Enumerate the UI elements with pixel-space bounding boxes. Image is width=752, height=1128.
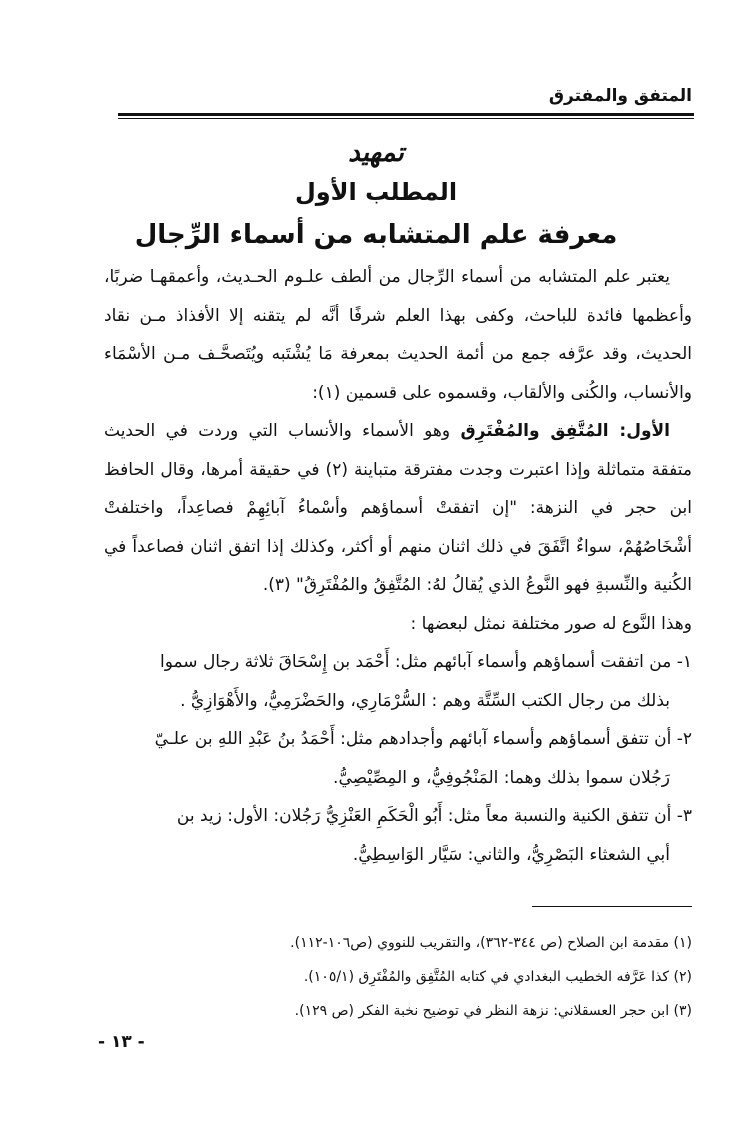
first-type-text: وهو الأسماء والأنساب التي وردت في الحديث متفقة متماثلة وإذا اعتبرت وجدت مفترقة متباينة (٢) في حقيقة أمرها، وقال الحافظ ابن حجر في النزهة: "إن اتفقتْ أسماؤهم وأسْماءُ آبائِهِمْ فصاعِداً، واختلفتْ أشْخَاصُهُمْ، سواءٌ اتَّفَقَ في ذلك اثنان منهم أو أكثر، وكذلك إذا اتفق اثنان فصاعداً في الكُنية والنِّسبةِ فهو النَّوعُ الذي يُقالُ لهُ: المُتَّفِقُ والمُفْتَرِقُ" (٣). [104, 421, 692, 595]
paragraph-intro: يعتبر علم المتشابه من أسماء الرِّجال من ألطف علـوم الحـديث، وأعمقهـا ضربًا، وأعظمها فائدة للباحث، وكفى بهذا العلم شرفًا أنَّه لم يتقنه إلا الأفذاذ مـن نقاد الحديث، وقد عرَّفه جمع من أئمة الحديث بمعرفة مَا يُشْتَبه ويُتَصحَّـف مـن الأسْمَاء والأنساب، والكُنى والألقاب، وقسموه على قسمين (١): [104, 267, 692, 403]
list-item-2-line1: ٢- أن تتفق أسماؤهم وأسماء آبائهم وأجدادهم مثل: أَحْمَدُ بنُ عَبْدِ اللهِ بن علـيّ [154, 729, 692, 749]
body-text [104, 258, 692, 874]
section-title: معرفة علم المتشابه من أسماء الرِّجال [134, 220, 618, 250]
list-item [104, 720, 692, 797]
intro-heading: تمهيد [348, 138, 404, 168]
chapter-title: المطلب الأول [294, 178, 458, 206]
paragraph-types-intro: وهذا النَّوع له صور مختلفة نمثل لبعضها : [410, 613, 692, 634]
footnote-2: (٢) كذا عَرَّفه الخطيب البغدادي في كتابه المُتَّفِق والمُفْتَرِق (١٠٥/١). [303, 969, 692, 985]
list-item-3-line2: أبي الشعثاء البَصْرِيُّ، والثاني: سَيَّار الوَاسِطِيُّ. [352, 844, 670, 865]
list-item-1-line1: ١- من اتفقت أسماؤهم وأسماء آبائهم مثل: أَحْمَد بن إِسْحَاقَ ثلاثة رجال سموا [159, 652, 692, 672]
list-item-2-line2: رَجُلان سموا بذلك وهما: المَنْجُوفِيُّ، و المِصِّيْصِيُّ. [333, 767, 670, 788]
header-rule [118, 113, 694, 116]
running-header: المتفق والمفترق [548, 86, 692, 106]
list-item-3-line1: ٣- أن تتفق الكنية والنسبة معاً مثل: أَبُو الْحَكَمِ العَنْزِيُّ رَجُلان: الأول: زيد بن [176, 806, 692, 826]
footnote-separator [532, 906, 692, 907]
page-number: - ١٣ - [98, 1032, 145, 1052]
footnotes [110, 926, 692, 1028]
list-item-1-line2: بذلك من رجال الكتب السِّتَّة وهم : السُّرْمَارِي، والحَضْرَمِيُّ، والأَهْوَازِيُّ . [180, 690, 670, 711]
footnote-3: (٣) ابن حجر العسقلاني: نزهة النظر في توضيح نخبة الفكر (ص ١٢٩). [294, 1003, 692, 1019]
list-item [104, 643, 692, 720]
footnote-1: (١) مقدمة ابن الصلاح (ص ٣٤٤-٣٦٢)، والتقريب للنووي (ص١٠٦-١١٢). [290, 935, 692, 951]
first-type-label: الأول: المُتَّفِق والمُفْتَرِق [460, 421, 670, 441]
paragraph-first-type [104, 412, 692, 605]
list-item [104, 797, 692, 874]
